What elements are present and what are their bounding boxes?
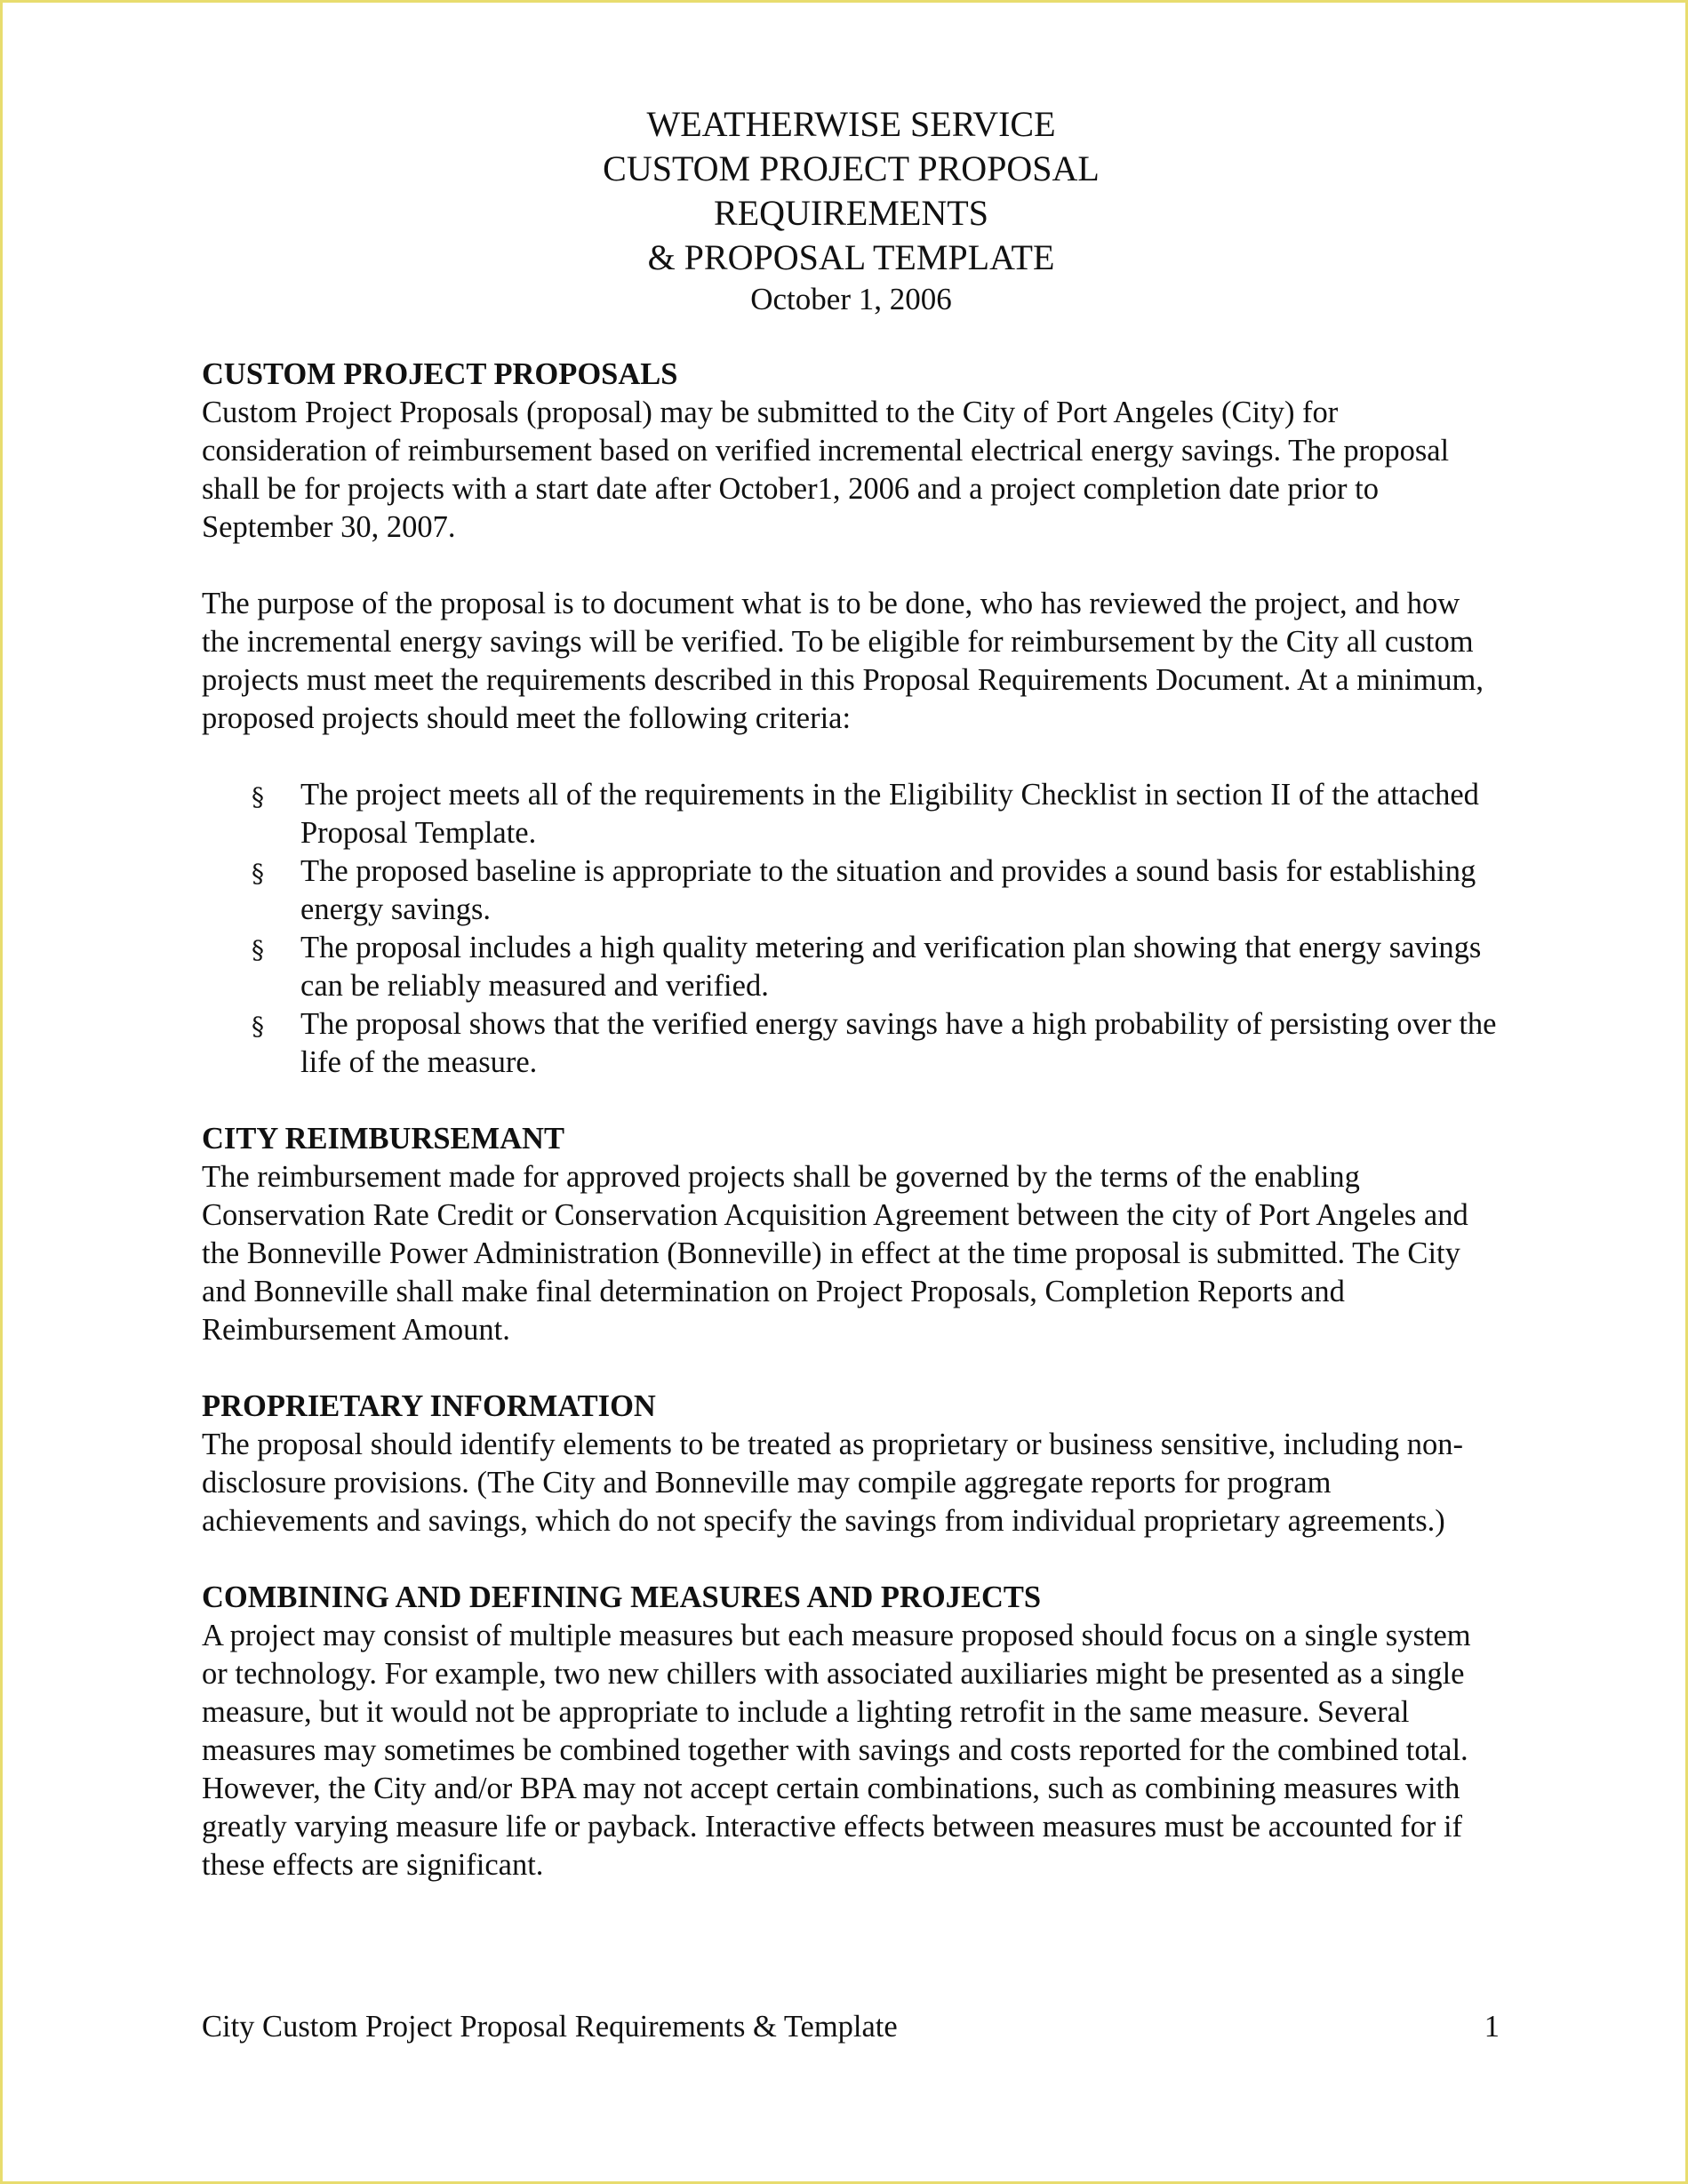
section-sign-bullet-icon: § bbox=[252, 782, 264, 812]
list-item bbox=[202, 852, 1500, 929]
section-city-reimbursement bbox=[202, 1120, 1500, 1349]
paragraph: The reimbursement made for approved projects shall be governed by the terms of the enabling Conservation Rate Credit or Conservation Acquisition Agreement between the city of Port Angeles and the Bonneville Power Administration (Bonneville) in effect at the time proposal is submitted. The City and Bonneville shall make final determination on Project Proposals, Completion Reports and Reimbursement Amount. bbox=[202, 1160, 1468, 1347]
list-item-text: The project meets all of the requirements in the Eligibility Checklist in section II of the attached Proposal Template. bbox=[300, 778, 1479, 850]
paragraph: The purpose of the proposal is to document what is to be done, who has reviewed the project, and how the incremental energy savings will be verified. To be eligible for reimbursement by the City all custom projects must meet the requirements described in this Proposal Requirements Document. At a minimum, proposed projects should meet the following criteria: bbox=[202, 587, 1484, 735]
document-body bbox=[202, 356, 1500, 1884]
title-line-4: & PROPOSAL TEMPLATE bbox=[647, 237, 1055, 277]
list-item bbox=[202, 929, 1500, 1005]
list-item-text: The proposed baseline is appropriate to the situation and provides a sound basis for establishing energy savings. bbox=[300, 854, 1476, 926]
footer-title: City Custom Project Proposal Requirements & Template bbox=[202, 2010, 898, 2044]
title-line-1: WEATHERWISE SERVICE bbox=[646, 104, 1056, 144]
section-heading: CUSTOM PROJECT PROPOSALS bbox=[202, 357, 678, 391]
criteria-list bbox=[202, 776, 1500, 1082]
document-date: October 1, 2006 bbox=[750, 282, 952, 316]
section-heading: CITY REIMBURSEMANT bbox=[202, 1122, 564, 1156]
list-item bbox=[202, 1005, 1500, 1082]
list-item bbox=[202, 776, 1500, 852]
title-line-2: CUSTOM PROJECT PROPOSAL bbox=[603, 148, 1100, 188]
section-sign-bullet-icon: § bbox=[252, 859, 264, 888]
paragraph: A project may consist of multiple measures but each measure proposed should focus on a single system or technology. For example, two new chillers with associated auxiliaries might be presented as a single measure, but it would not be appropriate to include a lighting retrofit in the same measure. Several measures may sometimes be combined together with savings and costs reported for the combined total. However, the City and/or BPA may not accept certain combinations, such as combining measures with greatly varying measure life or payback. Interactive effects between measures must be accounted for if these effects are significant. bbox=[202, 1619, 1471, 1882]
list-item-text: The proposal shows that the verified energy savings have a high probability of persisting over the life of the measure. bbox=[300, 1007, 1497, 1079]
section-combining-measures bbox=[202, 1579, 1500, 1884]
section-sign-bullet-icon: § bbox=[252, 935, 264, 964]
list-item-text: The proposal includes a high quality metering and verification plan showing that energy savings can be reliably measured and verified. bbox=[300, 931, 1482, 1003]
paragraph: The proposal should identify elements to be treated as proprietary or business sensitive, including non-disclosure provisions. (The City and Bonneville may compile aggregate reports for program achievements and savings, which do not specify the savings from individual proprietary agreements.) bbox=[202, 1428, 1463, 1538]
section-proprietary-information bbox=[202, 1388, 1500, 1540]
section-heading: COMBINING AND DEFINING MEASURES AND PROJECTS bbox=[202, 1580, 1042, 1614]
document-title bbox=[3, 102, 1688, 319]
paragraph: Custom Project Proposals (proposal) may be submitted to the City of Port Angeles (City) for consideration of reimbursement based on verified incremental electrical energy savings. The proposal shall be for projects with a start date after October1, 2006 and a project completion date prior to September 30, 2007. bbox=[202, 396, 1450, 544]
section-sign-bullet-icon: § bbox=[252, 1012, 264, 1041]
section-custom-project-proposals bbox=[202, 356, 1500, 1082]
title-line-3: REQUIREMENTS bbox=[714, 193, 988, 233]
section-heading: PROPRIETARY INFORMATION bbox=[202, 1389, 656, 1423]
page-number: 1 bbox=[1484, 2010, 1500, 2044]
